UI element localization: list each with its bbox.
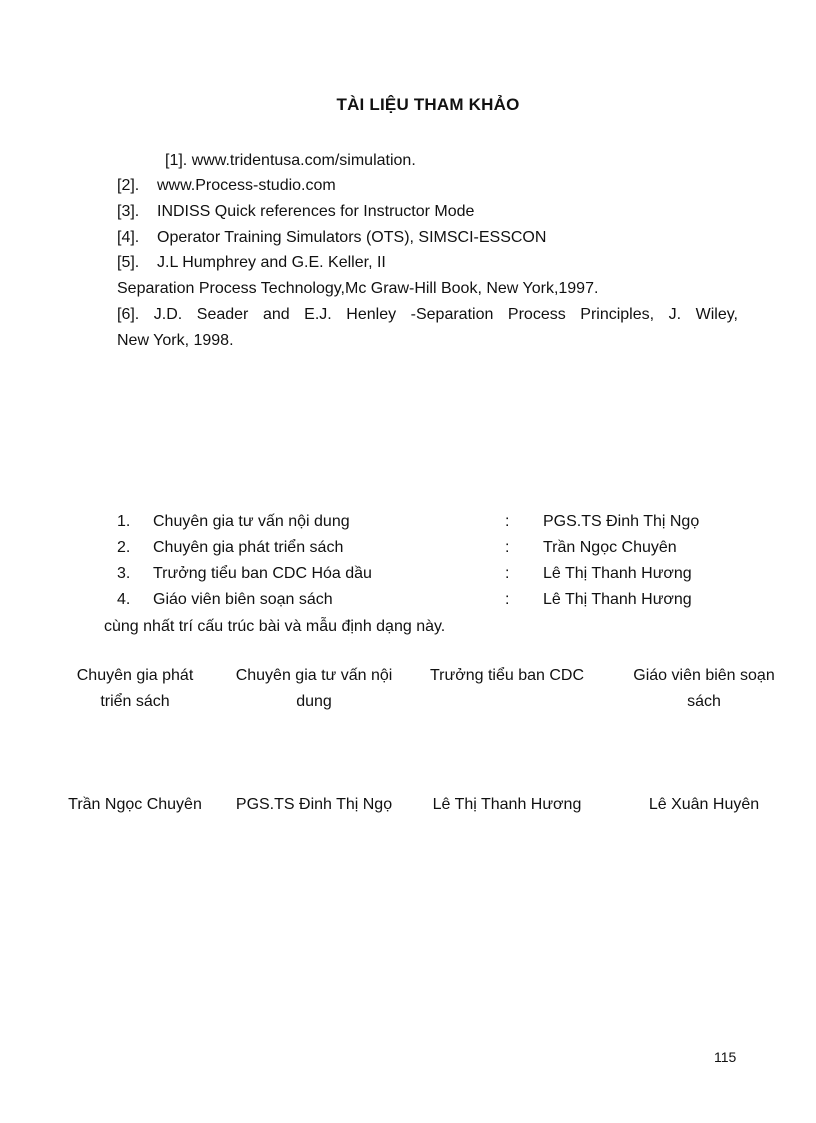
- reference-number: [1].: [165, 152, 188, 169]
- reference-2: [117, 176, 336, 196]
- member-number: 2.: [117, 539, 131, 556]
- signature-role: [612, 663, 796, 715]
- member-colon: :: [505, 539, 510, 556]
- signature-role-line1: Trưởng tiểu ban CDC: [430, 667, 584, 684]
- signature-name: Lê Thị Thanh Hương: [432, 796, 582, 813]
- reference-5-continuation: Separation Process Technology,Mc Graw-Hill Book, New York,1997.: [117, 280, 599, 297]
- member-number: 1.: [117, 513, 131, 530]
- member-name: Trần Ngọc Chuyên: [543, 539, 677, 556]
- signature-role-line2: dung: [296, 693, 332, 710]
- reference-text: Operator Training Simulators (OTS), SIMSCI-ESSCON: [157, 229, 547, 246]
- reference-text: www.Process-studio.com: [157, 177, 336, 194]
- signature-role-line1: Chuyên gia phát: [76, 667, 194, 684]
- reference-text: INDISS Quick references for Instructor Mode: [157, 203, 475, 220]
- reference-text: www.tridentusa.com/simulation.: [191, 152, 416, 169]
- signature-name: Lê Xuân Huyên: [648, 796, 760, 813]
- page-number: 115: [714, 1049, 737, 1065]
- signature-role-line2: triển sách: [100, 693, 170, 710]
- member-role: Trưởng tiểu ban CDC Hóa dầu: [153, 565, 372, 582]
- signature-role: [220, 663, 408, 715]
- member-name: Lê Thị Thanh Hương: [543, 591, 692, 608]
- member-name: Lê Thị Thanh Hương: [543, 565, 692, 582]
- member-number: 3.: [117, 565, 131, 582]
- member-role: Chuyên gia phát triển sách: [153, 539, 344, 556]
- member-number: 4.: [117, 591, 131, 608]
- reference-number: [4].: [117, 229, 140, 246]
- reference-number: [3].: [117, 203, 140, 220]
- member-colon: :: [505, 565, 510, 582]
- signature-role: [412, 663, 602, 689]
- member-role: Giáo viên biên soạn sách: [153, 591, 333, 608]
- reference-5: [117, 253, 386, 273]
- reference-6: [117, 305, 738, 325]
- reference-number: [6].: [117, 306, 140, 323]
- reference-4: [117, 228, 546, 248]
- member-colon: :: [505, 591, 510, 608]
- reference-number: [2].: [117, 177, 140, 194]
- reference-3: [117, 202, 474, 222]
- page-title: TÀI LIỆU THAM KHẢO: [336, 95, 520, 114]
- signature-name: PGS.TS Đinh Thị Ngọ: [235, 796, 393, 813]
- reference-text: J.D. Seader and E.J. Henley -Separation Process Principles, J. Wiley,: [153, 306, 738, 323]
- signature-name: Trần Ngọc Chuyên: [68, 796, 202, 813]
- reference-text: J.L Humphrey and G.E. Keller, II: [157, 254, 386, 271]
- member-name: PGS.TS Đinh Thị Ngọ: [543, 513, 700, 530]
- signature-role-line1: Giáo viên biên soạn: [633, 667, 775, 684]
- reference-1: [165, 151, 416, 171]
- reference-number: [5].: [117, 254, 140, 271]
- signature-role: [50, 663, 220, 715]
- member-role: Chuyên gia tư vấn nội dung: [153, 513, 350, 530]
- member-colon: :: [505, 513, 510, 530]
- signature-role-line2: sách: [687, 693, 721, 710]
- signature-role-line1: Chuyên gia tư vấn nội: [235, 667, 393, 684]
- agreement-text: cùng nhất trí cấu trúc bài và mẫu định dạng này.: [104, 618, 446, 635]
- reference-6-continuation: New York, 1998.: [117, 332, 234, 349]
